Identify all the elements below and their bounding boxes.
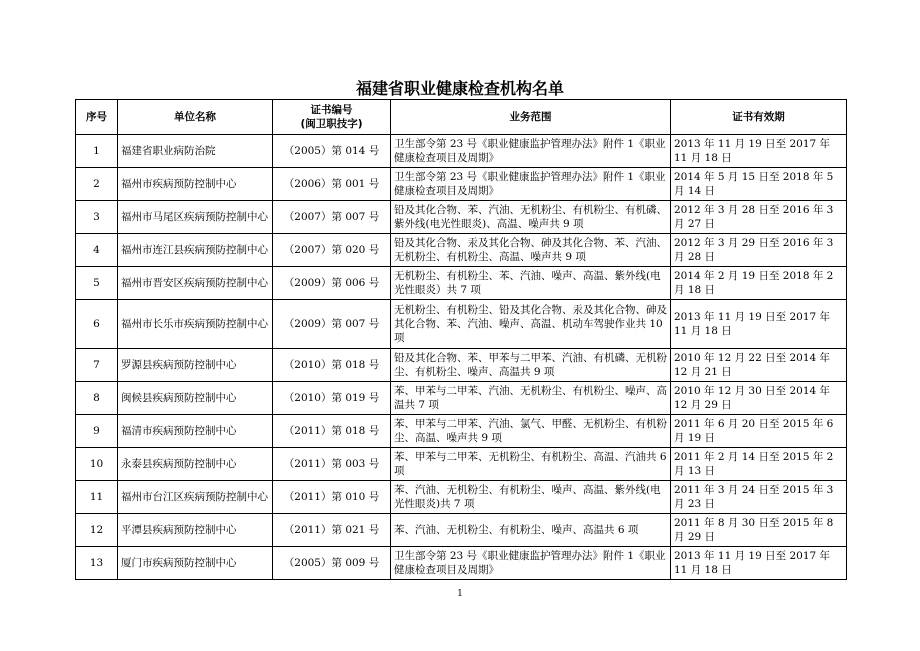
page-number: 1 (457, 589, 463, 599)
cell-validity: 2010 年 12 月 22 日至 2014 年 12 月 21 日 (671, 349, 847, 382)
table-row (76, 300, 847, 349)
table-row (76, 382, 847, 415)
cell-no: 6 (76, 300, 118, 349)
table-row (76, 267, 847, 300)
cell-scope: 苯、甲苯与二甲苯、汽油、无机粉尘、有机粉尘、噪声、高温共 7 项 (391, 382, 671, 415)
cell-unit: 平潭县疾病预防控制中心 (118, 514, 273, 547)
cell-unit: 福州市台江区疾病预防控制中心 (118, 481, 273, 514)
cell-validity: 2012 年 3 月 29 日至 2016 年 3 月 28 日 (671, 234, 847, 267)
cell-cert: （2009）第 006 号 (273, 267, 391, 300)
cell-validity: 2011 年 3 月 24 日至 2015 年 3 月 23 日 (671, 481, 847, 514)
cell-no: 5 (76, 267, 118, 300)
table-row (76, 415, 847, 448)
cell-no: 12 (76, 514, 118, 547)
header-cert-line2: (闽卫职技字) (300, 118, 363, 130)
cell-validity: 2014 年 2 月 19 日至 2018 年 2 月 18 日 (671, 267, 847, 300)
table-row (76, 514, 847, 547)
cell-cert: （2011）第 010 号 (273, 481, 391, 514)
header-no: 序号 (76, 100, 118, 135)
cell-scope: 苯、汽油、无机粉尘、有机粉尘、噪声、高温共 6 项 (391, 514, 671, 547)
cell-scope: 苯、甲苯与二甲苯、无机粉尘、有机粉尘、高温、汽油共 6 项 (391, 448, 671, 481)
cell-no: 10 (76, 448, 118, 481)
cell-validity: 2013 年 11 月 19 日至 2017 年 11 月 18 日 (671, 300, 847, 349)
cell-scope: 苯、汽油、无机粉尘、有机粉尘、噪声、高温、紫外线(电光性眼炎)共 7 项 (391, 481, 671, 514)
cell-cert: （2007）第 007 号 (273, 201, 391, 234)
table-row (76, 481, 847, 514)
table-row (76, 168, 847, 201)
header-scope: 业务范围 (391, 100, 671, 135)
table-row (76, 234, 847, 267)
header-unit: 单位名称 (118, 100, 273, 135)
cell-cert: （2006）第 001 号 (273, 168, 391, 201)
cell-no: 1 (76, 135, 118, 168)
cell-unit: 福州市连江县疾病预防控制中心 (118, 234, 273, 267)
cell-cert: （2005）第 014 号 (273, 135, 391, 168)
cell-cert: （2011）第 021 号 (273, 514, 391, 547)
cell-unit: 福州市长乐市疾病预防控制中心 (118, 300, 273, 349)
institution-table (75, 99, 847, 580)
header-validity: 证书有效期 (671, 100, 847, 135)
cell-unit: 福州市晋安区疾病预防控制中心 (118, 267, 273, 300)
cell-cert: （2005）第 009 号 (273, 547, 391, 580)
cell-unit: 福州市疾病预防控制中心 (118, 168, 273, 201)
cell-no: 11 (76, 481, 118, 514)
cell-cert: （2011）第 018 号 (273, 415, 391, 448)
cell-cert: （2011）第 003 号 (273, 448, 391, 481)
table-row (76, 448, 847, 481)
cell-cert: （2009）第 007 号 (273, 300, 391, 349)
cell-no: 2 (76, 168, 118, 201)
table-row (76, 135, 847, 168)
cell-unit: 闽候县疾病预防控制中心 (118, 382, 273, 415)
header-cert-line1: 证书编号 (310, 104, 353, 116)
cell-no: 9 (76, 415, 118, 448)
cell-validity: 2010 年 12 月 30 日至 2014 年 12 月 29 日 (671, 382, 847, 415)
cell-validity: 2014 年 5 月 15 日至 2018 年 5 月 14 日 (671, 168, 847, 201)
cell-no: 4 (76, 234, 118, 267)
cell-validity: 2011 年 6 月 20 日至 2015 年 6 月 19 日 (671, 415, 847, 448)
header-cert (273, 100, 391, 135)
cell-unit: 永泰县疾病预防控制中心 (118, 448, 273, 481)
cell-unit: 福清市疾病预防控制中心 (118, 415, 273, 448)
cell-validity: 2012 年 3 月 28 日至 2016 年 3 月 27 日 (671, 201, 847, 234)
cell-validity: 2011 年 8 月 30 日至 2015 年 8 月 29 日 (671, 514, 847, 547)
cell-no: 13 (76, 547, 118, 580)
cell-no: 7 (76, 349, 118, 382)
cell-scope: 铅及其化合物、汞及其化合物、砷及其化合物、苯、汽油、无机粉尘、有机粉尘、高温、噪声共 9 项 (391, 234, 671, 267)
table-row (76, 349, 847, 382)
cell-no: 3 (76, 201, 118, 234)
table-row (76, 547, 847, 580)
cell-unit: 福建省职业病防治院 (118, 135, 273, 168)
cell-scope: 铅及其化合物、苯、汽油、无机粉尘、有机粉尘、有机磷、紫外线(电光性眼炎)、高温、噪声共 9 项 (391, 201, 671, 234)
cell-validity: 2013 年 11 月 19 日至 2017 年 11 月 18 日 (671, 547, 847, 580)
cell-scope: 苯、甲苯与二甲苯、汽油、氯气、甲醛、无机粉尘、有机粉尘、高温、噪声共 9 项 (391, 415, 671, 448)
cell-scope: 铅及其化合物、苯、甲苯与二甲苯、汽油、有机磷、无机粉尘、有机粉尘、噪声、高温共 9 项 (391, 349, 671, 382)
cell-no: 8 (76, 382, 118, 415)
cell-validity: 2013 年 11 月 19 日至 2017 年 11 月 18 日 (671, 135, 847, 168)
cell-scope: 卫生部令第 23 号《职业健康监护管理办法》附件 1《职业健康检查项目及周期》 (391, 547, 671, 580)
cell-scope: 无机粉尘、有机粉尘、铅及其化合物、汞及其化合物、砷及其化合物、苯、汽油、噪声、高温、机动车驾驶作业共 10 项 (391, 300, 671, 349)
cell-cert: （2007）第 020 号 (273, 234, 391, 267)
cell-scope: 卫生部令第 23 号《职业健康监护管理办法》附件 1《职业健康检查项目及周期》 (391, 168, 671, 201)
cell-cert: （2010）第 018 号 (273, 349, 391, 382)
cell-validity: 2011 年 2 月 14 日至 2015 年 2 月 13 日 (671, 448, 847, 481)
cell-unit: 福州市马尾区疾病预防控制中心 (118, 201, 273, 234)
cell-scope: 卫生部令第 23 号《职业健康监护管理办法》附件 1《职业健康检查项目及周期》 (391, 135, 671, 168)
cell-scope: 无机粉尘、有机粉尘、苯、汽油、噪声、高温、紫外线(电光性眼炎）共 7 项 (391, 267, 671, 300)
table-row (76, 201, 847, 234)
table-body (76, 135, 847, 580)
page-title: 福建省职业健康检查机构名单 (355, 79, 564, 98)
cell-unit: 罗源县疾病预防控制中心 (118, 349, 273, 382)
cell-cert: （2010）第 019 号 (273, 382, 391, 415)
table-header-row (76, 100, 847, 135)
cell-unit: 厦门市疾病预防控制中心 (118, 547, 273, 580)
